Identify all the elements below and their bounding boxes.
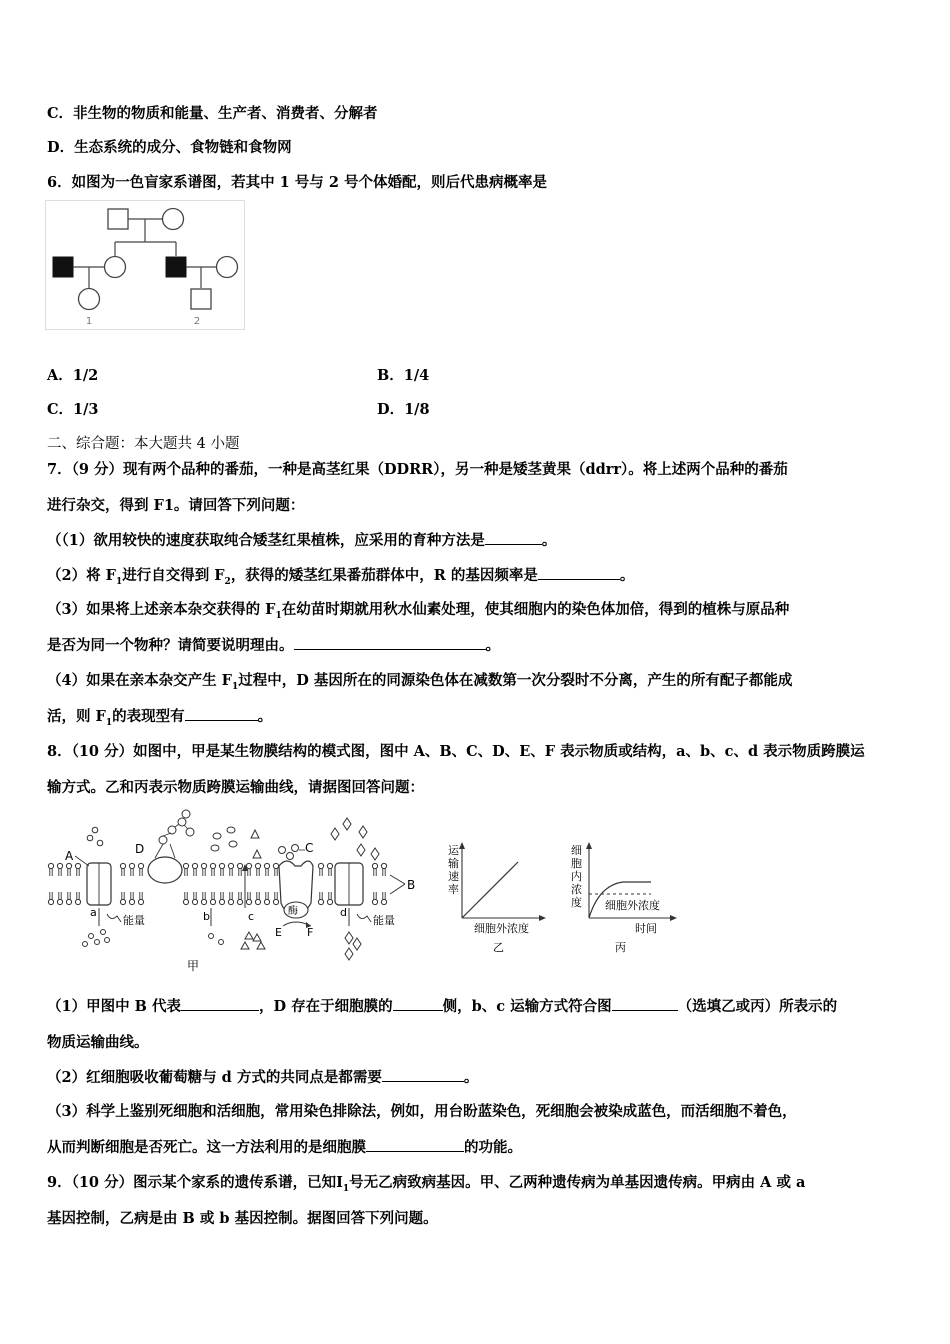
answer-blank[interactable] xyxy=(612,998,678,1011)
q7-line2: 进行杂交，得到 F1。请回答下列问题： xyxy=(47,497,305,514)
graph-bing-ylabel-2: 内 xyxy=(571,870,582,883)
q8-line1: 8．（10 分）如图中，甲是某生物膜结构的模式图，图中 A、B、C、D、E、F 表示物质或结构，a、b、c、d 表示物质跨膜运 xyxy=(47,743,865,760)
lipid-head-outer xyxy=(201,863,206,876)
answer-blank[interactable] xyxy=(366,1139,464,1152)
answer-blank[interactable] xyxy=(393,998,443,1011)
section-heading: 二、综合题：本大题共 4 小题 xyxy=(47,436,240,452)
energy-label-d: 能量 xyxy=(373,914,395,927)
answer-blank[interactable] xyxy=(185,708,258,721)
lipid-head-inner xyxy=(183,892,188,905)
pedigree-affected-male-left xyxy=(53,257,73,277)
lipid-head-outer xyxy=(120,863,125,876)
membrane-diagram xyxy=(45,808,430,978)
graph-yi xyxy=(440,840,560,958)
lipid-head-inner xyxy=(372,892,377,905)
pedigree-female-right xyxy=(217,257,238,278)
graph-yi-ylabel-2: 速 xyxy=(448,870,459,883)
lipid-head-inner xyxy=(210,892,215,905)
lipid-head-inner xyxy=(75,892,80,905)
figure-yi-label: 乙 xyxy=(493,941,504,954)
lipid-head-outer xyxy=(327,863,332,876)
q6-option-d: D．1/8 xyxy=(377,401,430,418)
q6-option-c: C．1/3 xyxy=(47,401,99,418)
pedigree-label-1: 1 xyxy=(85,316,93,327)
lipid-head-inner xyxy=(138,892,143,905)
transport-d: d xyxy=(340,906,347,919)
graph-yi-ylabel-3: 率 xyxy=(448,883,459,896)
label-b-upper: B xyxy=(407,878,416,892)
lipid-head-inner xyxy=(273,892,278,905)
lipid-head-outer xyxy=(66,863,71,876)
lipid-head-inner xyxy=(66,892,71,905)
lipid-head-inner xyxy=(201,892,206,905)
q7-part2: （2）将 $F_1$进行自交得到 $F_2$，获得的矮茎红果番茄群体中，R 的基因频率是 。 xyxy=(47,567,635,587)
pedigree-gen1-male xyxy=(108,209,128,229)
answer-blank[interactable] xyxy=(181,998,259,1011)
lipid-head-inner xyxy=(219,892,224,905)
lipid-head-inner xyxy=(318,892,323,905)
transport-a: a xyxy=(90,906,97,919)
lipid-head-outer xyxy=(75,863,80,876)
label-d-upper: D xyxy=(135,842,145,856)
lipid-head-inner xyxy=(264,892,269,905)
label-c-upper: C xyxy=(305,841,314,855)
lipid-head-inner xyxy=(228,892,233,905)
q6-stem: 6．如图为一色盲家系谱图，若其中 1 号与 2 号个体婚配，则后代患病概率是 xyxy=(47,174,547,191)
q8-part1-line2: 物质运输曲线。 xyxy=(47,1034,149,1051)
q7-part3-line1: （3）如果将上述亲本杂交获得的 $F_1$在幼苗时期就用秋水仙素处理，使其细胞内的染色体加倍，得到的植株与原品种 xyxy=(47,601,790,621)
figure-bing-label: 丙 xyxy=(615,941,626,954)
q7-part1: （（1）欲用较快的速度获取纯合矮茎红果植株，应采用的育种方法是 。 xyxy=(47,532,557,549)
transport-c: c xyxy=(248,910,255,923)
graph-bing-ylabel-1: 胞 xyxy=(571,857,582,870)
q9-line1: 9．（10 分）图示某个家系的遗传系谱，已知$Ⅰ_1$号无乙病致病基因。甲、乙两种遗传病为单基因遗传病。甲病由 A 或 a xyxy=(47,1174,806,1194)
lipid-head-inner xyxy=(381,892,386,905)
lipid-head-outer xyxy=(57,863,62,876)
lipid-head-inner xyxy=(120,892,125,905)
lipid-head-outer xyxy=(237,863,242,876)
answer-blank[interactable] xyxy=(382,1069,464,1082)
pedigree-label-2: 2 xyxy=(193,316,201,327)
lipid-head-inner xyxy=(192,892,197,905)
q6-option-b: B．1/4 xyxy=(377,367,430,384)
graph-bing-ylabel-4: 度 xyxy=(571,896,582,909)
lipid-head-outer xyxy=(183,863,188,876)
lipid-head-inner xyxy=(237,892,242,905)
glycoprotein-d xyxy=(148,857,182,883)
pedigree-affected-male-right xyxy=(166,257,186,277)
graph-bing xyxy=(565,840,695,958)
lipid-head-outer xyxy=(255,863,260,876)
energy-label-a: 能量 xyxy=(123,914,145,927)
lipid-head-outer xyxy=(228,863,233,876)
lipid-head-inner xyxy=(255,892,260,905)
q6-option-a: A．1/2 xyxy=(47,367,99,384)
lipid-head-outer xyxy=(192,863,197,876)
answer-blank[interactable] xyxy=(485,532,542,545)
lipid-head-outer xyxy=(129,863,134,876)
label-a-upper: A xyxy=(65,849,74,863)
option-c-prev: C．非生物的物质和能量、生产者、消费者、分解者 xyxy=(47,105,378,122)
answer-blank[interactable] xyxy=(538,567,620,580)
pedigree-individual-2 xyxy=(191,289,211,309)
graph-bing-xlabel: 时间 xyxy=(635,922,657,935)
lipid-head-outer xyxy=(273,863,278,876)
lipid-head-outer xyxy=(210,863,215,876)
label-f: F xyxy=(307,926,314,939)
lipid-head-inner xyxy=(129,892,134,905)
q7-part4-line2: 活，则 $F_1$的表现型有 。 xyxy=(47,708,273,728)
pedigree-gen1-female xyxy=(163,209,184,230)
q8-line2: 输方式。乙和丙表示物质跨膜运输曲线，请据图回答问题： xyxy=(47,779,424,796)
graph-bing-ylabel-3: 浓 xyxy=(571,883,582,896)
q8-part1-line1: （1）甲图中 B 代表 ，D 存在于细胞膜的 侧，b、c 运输方式符合图 （选填乙或丙）所表示的 xyxy=(47,998,838,1015)
answer-blank[interactable] xyxy=(294,637,486,650)
pedigree-figure xyxy=(45,200,245,330)
lipid-head-outer xyxy=(372,863,377,876)
lipid-head-inner xyxy=(48,892,53,905)
enzyme-label: 酶 xyxy=(288,906,298,917)
pedigree-individual-1 xyxy=(79,289,100,310)
graph-yi-line xyxy=(462,862,518,918)
lipid-head-inner xyxy=(246,892,251,905)
lipid-head-outer xyxy=(219,863,224,876)
pedigree-female-left xyxy=(105,257,126,278)
lipid-head-outer xyxy=(138,863,143,876)
lipid-head-inner xyxy=(327,892,332,905)
lipid-head-outer xyxy=(318,863,323,876)
graph-yi-ylabel-1: 输 xyxy=(448,857,459,870)
graph-yi-xlabel: 细胞外浓度 xyxy=(474,922,529,935)
option-d-prev: D．生态系统的成分、食物链和食物网 xyxy=(47,139,292,156)
graph-bing-ylabel-0: 细 xyxy=(571,844,582,857)
label-e: E xyxy=(275,926,282,939)
lipid-head-inner xyxy=(57,892,62,905)
q9-line2: 基因控制，乙病是由 B 或 b 基因控制。据图回答下列问题。 xyxy=(47,1210,438,1227)
lipid-head-outer xyxy=(264,863,269,876)
q7-line1: 7．（9 分）现有两个品种的番茄，一种是高茎红果（DDRR），另一种是矮茎黄果（ddrr）。将上述两个品种的番茄 xyxy=(47,461,788,478)
lipid-head-outer xyxy=(381,863,386,876)
q7-part3-line2: 是否为同一个物种？请简要说明理由。 。 xyxy=(47,637,500,654)
graph-bing-dash-label: 细胞外浓度 xyxy=(605,899,660,912)
transport-b: b xyxy=(203,910,210,923)
graph-yi-ylabel-0: 运 xyxy=(448,844,459,857)
q7-part4-line1: （4）如果在亲本杂交产生 $F_1$过程中，D 基因所在的同源染色体在减数第一次分裂时不分离，产生的所有配子都能成 xyxy=(47,672,793,692)
q8-part2: （2）红细胞吸收葡萄糖与 d 方式的共同点是都需要 。 xyxy=(47,1069,479,1086)
lipid-head-outer xyxy=(48,863,53,876)
q8-part3-line1: （3）科学上鉴别死细胞和活细胞，常用染色排除法，例如，用台盼蓝染色，死细胞会被染成蓝色，而活细胞不着色， xyxy=(47,1103,797,1120)
figure-jia-label: 甲 xyxy=(187,959,200,973)
q8-part3-line2: 从而判断细胞是否死亡。这一方法利用的是细胞膜 的功能。 xyxy=(47,1139,522,1156)
